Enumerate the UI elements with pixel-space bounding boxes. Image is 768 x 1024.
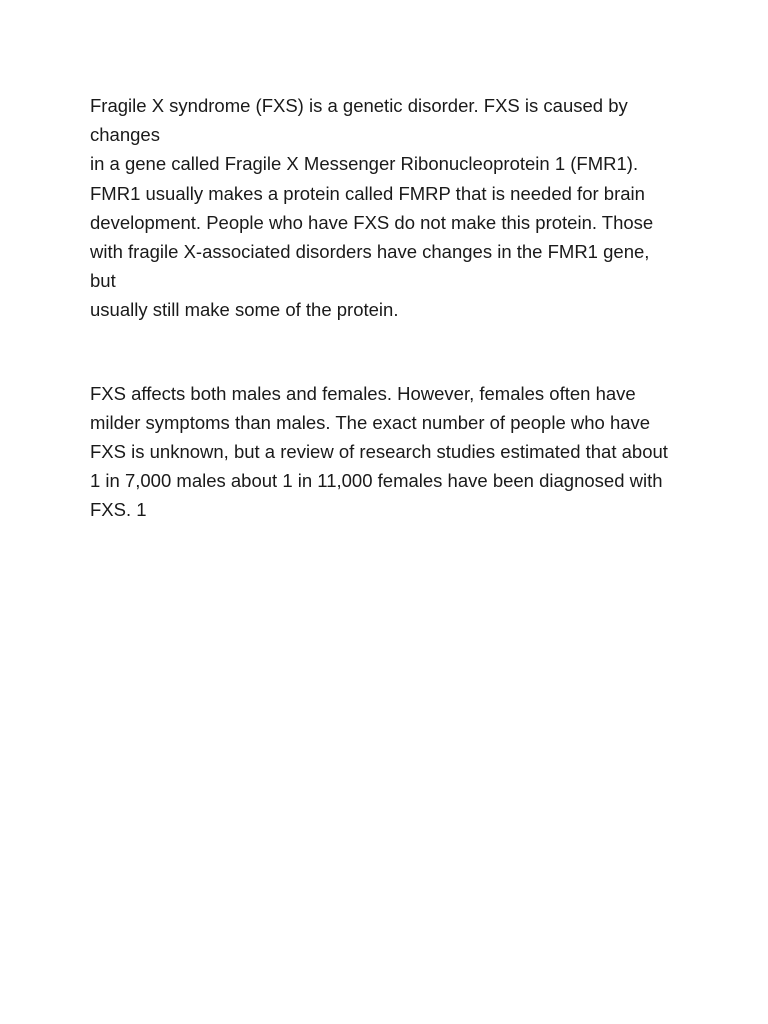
paragraph-fxs-definition: Fragile X syndrome (FXS) is a genetic disorder. FXS is caused by changes in a gene called Fragile X Messenger Ribonucleoprotein 1 (FMR1). FMR1 usually makes a protein called FMRP that is needed for brain development. People who have FXS do not make this protein. Those with fragile X-associated disorders have changes in the FMR1 gene, but usually still make some of the protein. xyxy=(90,95,654,321)
document-body xyxy=(90,91,680,525)
paragraph-fxs-prevalence: FXS affects both males and females. However, females often have milder symptoms than males. The exact number of people who have FXS is unknown, but a review of research studies estimated that about 1 in 7,000 males about 1 in 11,000 females have been diagnosed with FXS. 1 xyxy=(90,382,668,521)
